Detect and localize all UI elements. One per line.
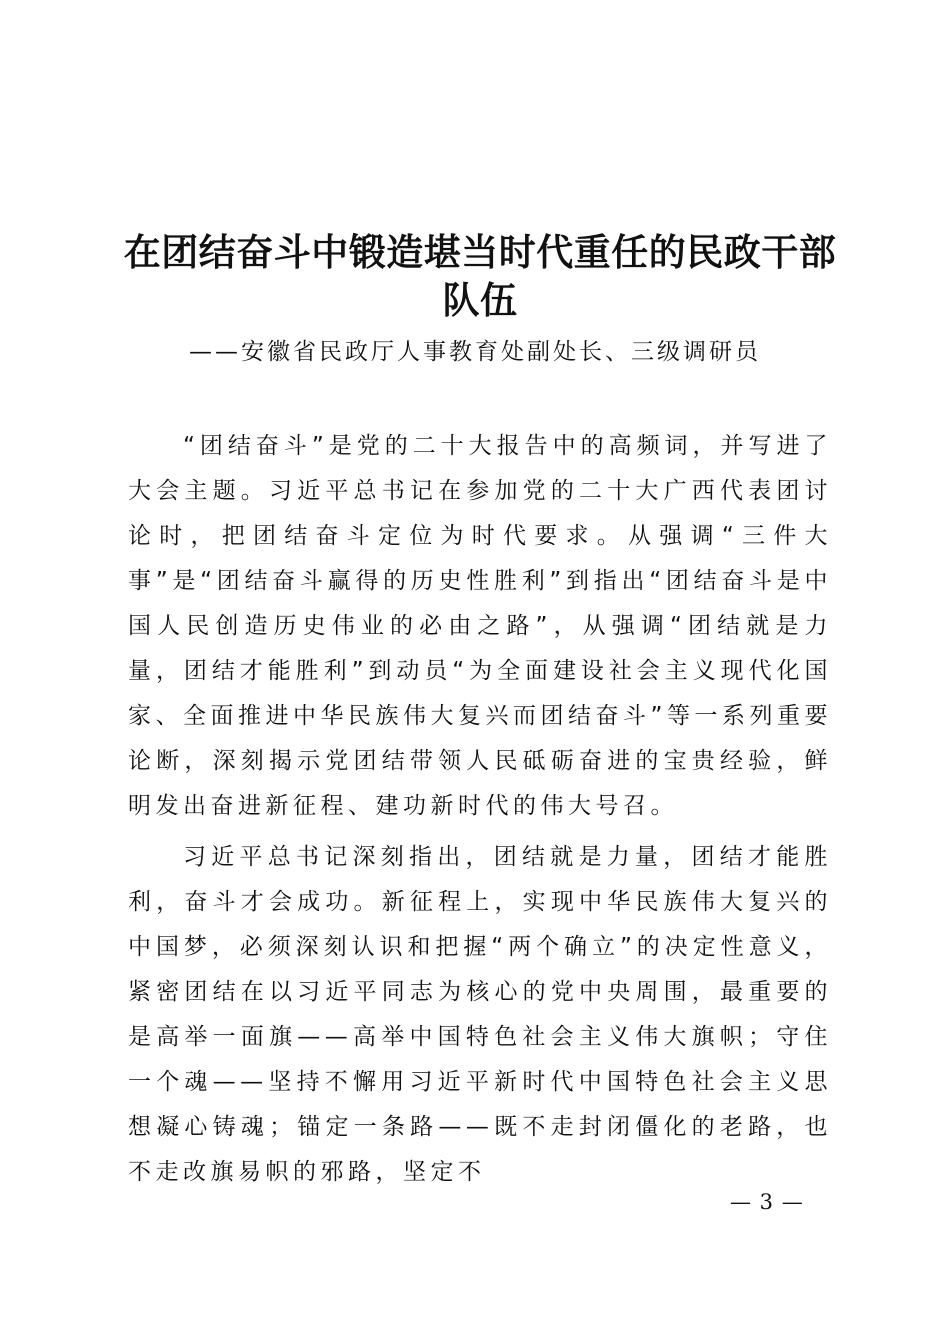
document-title: 在团结奋斗中锻造堪当时代重任的民政干部队伍 (123, 230, 837, 322)
document-subtitle: ——安徽省民政厅人事教育处副处长、三级调研员 (189, 339, 761, 365)
body-paragraph-1: “团结奋斗”是党的二十大报告中的高频词，并写进了大会主题。习近平总书记在参加党的二十大广西代表团讨论时，把团结奋斗定位为时代要求。从强调“三件大事”是“团结奋斗赢得的历史性胜利”到指出“团结奋斗是中国人民创造历史伟业的必由之路”，从强调“团结就是力量，团结才能胜利”到动员“为全面建设社会主义现代化国家、全面推进中华民族伟大复兴而团结奋斗”等一系列重要论断，深刻揭示党团结带领人民砥砺奋进的宝贵经验，鲜明发出奋进新征程、建功新时代的伟大号召。 (128, 433, 832, 819)
page-number: — 3 — (730, 1190, 804, 1214)
document-body (128, 424, 832, 1201)
body-paragraph-2: 习近平总书记深刻指出，团结就是力量，团结才能胜利，奋斗才会成功。新征程上，实现中华民族伟大复兴的中国梦，必须深刻认识和把握“两个确立”的决定性意义，紧密团结在以习近平同志为核心的党中央周围，最重要的是高举一面旗——高举中国特色社会主义伟大旗帜；守住一个魂——坚持不懈用习近平新时代中国特色社会主义思想凝心铸魂；锚定一条路——既不走封闭僵化的老路，也不走改旗易帜的邪路，坚定不 (128, 844, 832, 1185)
